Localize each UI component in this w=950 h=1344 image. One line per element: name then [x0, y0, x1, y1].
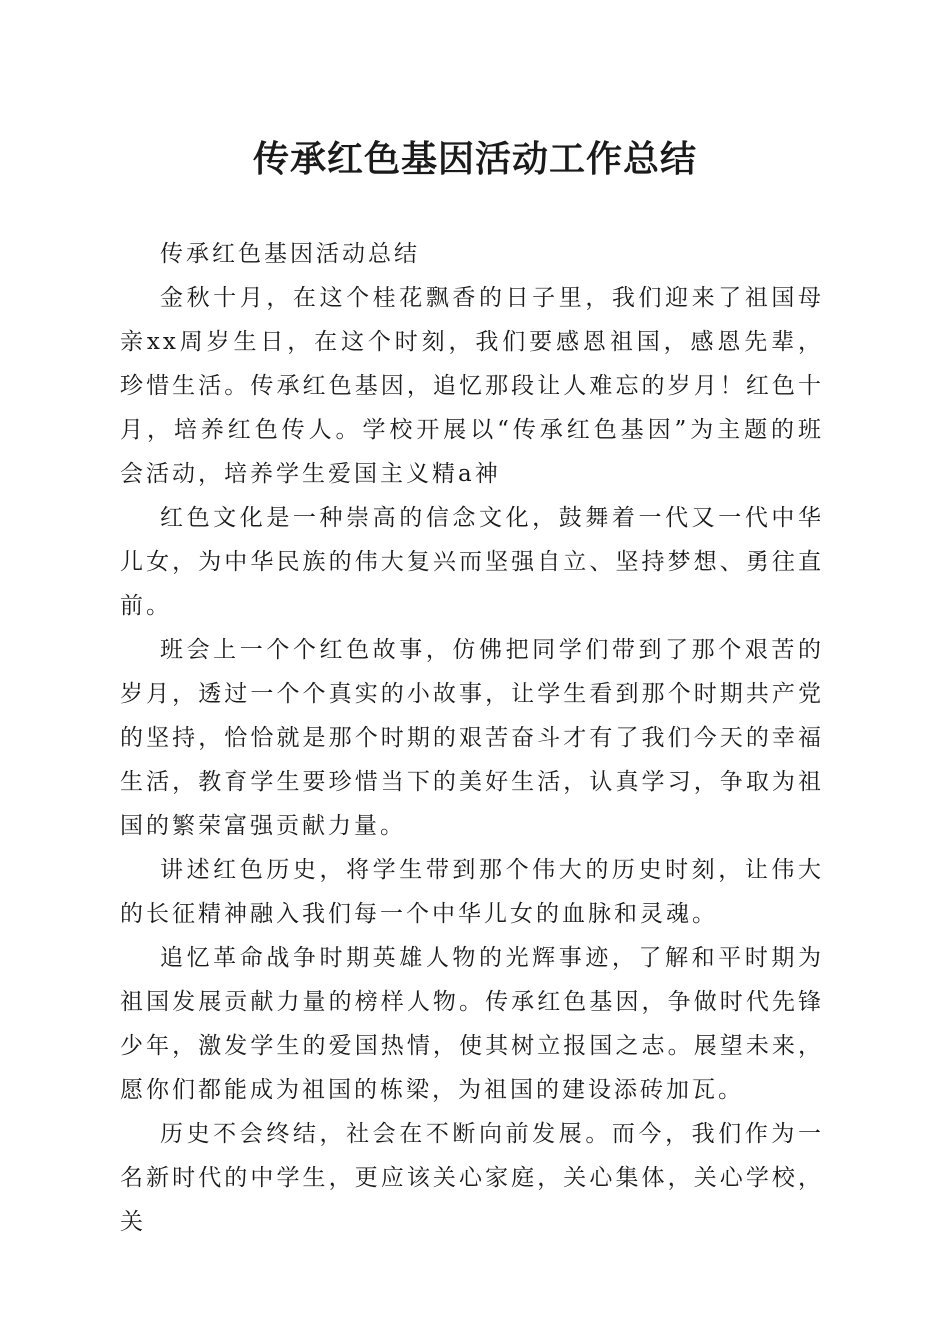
document-title: 传承红色基因活动工作总结: [252, 138, 697, 180]
paragraph: 班会上一个个红色故事，仿佛把同学们带到了那个艰苦的岁月，透过一个个真实的小故事，让学生看到那个时期共产党的坚持，恰恰就是那个时期的艰苦奋斗才有了我们今天的幸福生活，教育学生要珍惜当下的美好生活，认真学习，争取为祖国的繁荣富强贡献力量。: [120, 637, 824, 839]
paragraph: 金秋十月，在这个桂花飘香的日子里，我们迎来了祖国母亲xx周岁生日，在这个时刻，我们要感恩祖国，感恩先辈，珍惜生活。传承红色基因，追忆那段让人难忘的岁月！红色十月，培养红色传人。学校开展以“传承红色基因”为主题的班会活动，培养学生爱国主义精a神: [120, 285, 824, 487]
paragraph-subtitle: 传承红色基因活动总结: [160, 241, 420, 267]
paragraph: 历史不会终结，社会在不断向前发展。而今，我们作为一名新时代的中学生，更应该关心家庭，关心集体，关心学校，关: [120, 1121, 824, 1235]
document-body: [120, 232, 824, 1244]
paragraph: 讲述红色历史，将学生带到那个伟大的历史时刻，让伟大的长征精神融入我们每一个中华儿女的血脉和灵魂。: [120, 857, 824, 927]
paragraph: 红色文化是一种崇高的信念文化，鼓舞着一代又一代中华儿女，为中华民族的伟大复兴而坚强自立、坚持梦想、勇往直前。: [120, 505, 824, 619]
paragraph: 追忆革命战争时期英雄人物的光辉事迹，了解和平时期为祖国发展贡献力量的榜样人物。传承红色基因，争做时代先锋少年，激发学生的爱国热情，使其树立报国之志。展望未来，愿你们都能成为祖国的栋梁，为祖国的建设添砖加瓦。: [120, 945, 824, 1103]
